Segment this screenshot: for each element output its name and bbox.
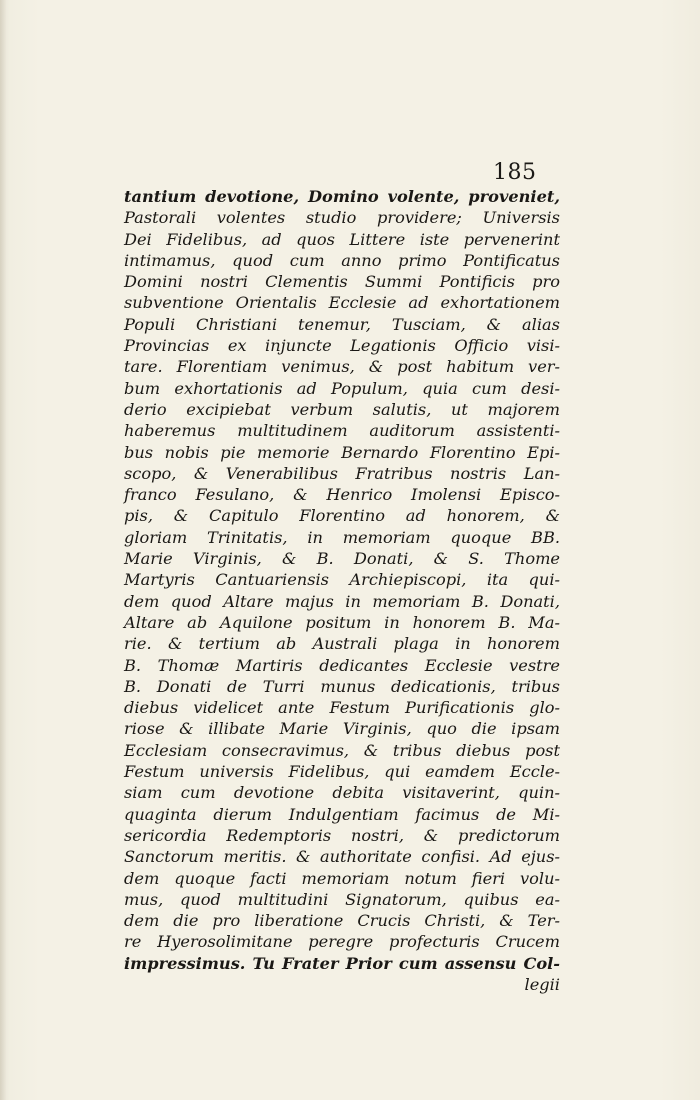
text-line: sericordia Redemptoris nostri, & predictorum [124, 825, 560, 845]
text-line: diebus videlicet ante Festum Purificationis glo- [124, 698, 560, 718]
text-line: quaginta dierum Indulgentiam facimus de Mi- [124, 804, 560, 824]
text-line: Pastorali volentes studio providere; Universis [124, 208, 560, 228]
text-line: scopo, & Venerabilibus Fratribus nostris Lan- [124, 463, 560, 483]
latin-text-block [124, 186, 560, 995]
text-line: Altare ab Aquilone positum in honorem B. Ma- [124, 612, 560, 632]
text-line: tare. Florentiam venimus, & post habitum ver- [124, 357, 560, 377]
text-line: Marie Virginis, & B. Donati, & S. Thome [124, 549, 560, 569]
text-line: intimamus, quod cum anno primo Pontificatus [124, 250, 560, 270]
text-line: subventione Orientalis Ecclesie ad exhortationem [124, 293, 560, 313]
text-line: haberemus multitudinem auditorum assistenti- [124, 421, 560, 441]
text-line: Ecclesiam consecravimus, & tribus diebus post [124, 740, 560, 760]
text-line: Populi Christiani tenemur, Tusciam, & alias [124, 314, 560, 334]
text-line: Dei Fidelibus, ad quos Littere iste pervenerint [124, 229, 560, 249]
text-line: bus nobis pie memorie Bernardo Florentino Epi- [124, 442, 560, 462]
text-line: gloriam Trinitatis, in memoriam quoque BB. [124, 527, 560, 547]
text-line: Provincias ex injuncte Legationis Officio visi- [124, 336, 560, 356]
catchword: legii [524, 974, 560, 994]
text-line: riose & illibate Marie Virginis, quo die ipsam [124, 719, 560, 739]
text-line: dem die pro liberatione Crucis Christi, & Ter- [124, 911, 560, 931]
text-line: rie. & tertium ab Australi plaga in honorem [124, 634, 560, 654]
text-line: franco Fesulano, & Henrico Imolensi Episco- [124, 485, 560, 505]
page-number: 185 [493, 160, 537, 185]
text-line: B. Donati de Turri munus dedicationis, tribus [124, 676, 560, 696]
text-line: pis, & Capitulo Florentino ad honorem, & [124, 506, 560, 526]
text-line: tantium devotione, Domino volente, proveniet, [124, 187, 560, 206]
text-line: Domini nostri Clementis Summi Pontificis pro [124, 272, 560, 292]
text-line: derio excipiebat verbum salutis, ut majorem [124, 399, 560, 419]
page-binding-edge [0, 0, 6, 1100]
text-line: Festum universis Fidelibus, qui eamdem Eccle- [124, 762, 560, 782]
text-line: Martyris Cantuariensis Archiepiscopi, ita qui- [124, 570, 560, 590]
text-line: Sanctorum meritis. & authoritate confisi. Ad ejus- [124, 847, 560, 867]
text-line: re Hyerosolimitane peregre profecturis Crucem [124, 932, 560, 952]
text-line: B. Thomæ Martiris dedicantes Ecclesie vestre [124, 655, 560, 675]
text-line: bum exhortationis ad Populum, quia cum desi- [124, 378, 560, 398]
text-line: dem quoque facti memoriam notum fieri volu- [124, 868, 560, 888]
text-line: impressimus. Tu Frater Prior cum assensu Col- [124, 953, 560, 973]
text-line: dem quod Altare majus in memoriam B. Donati, [124, 591, 560, 611]
text-line: mus, quod multitudini Signatorum, quibus ea- [124, 889, 560, 909]
text-line: siam cum devotione debita visitaverint, quin- [124, 783, 560, 803]
